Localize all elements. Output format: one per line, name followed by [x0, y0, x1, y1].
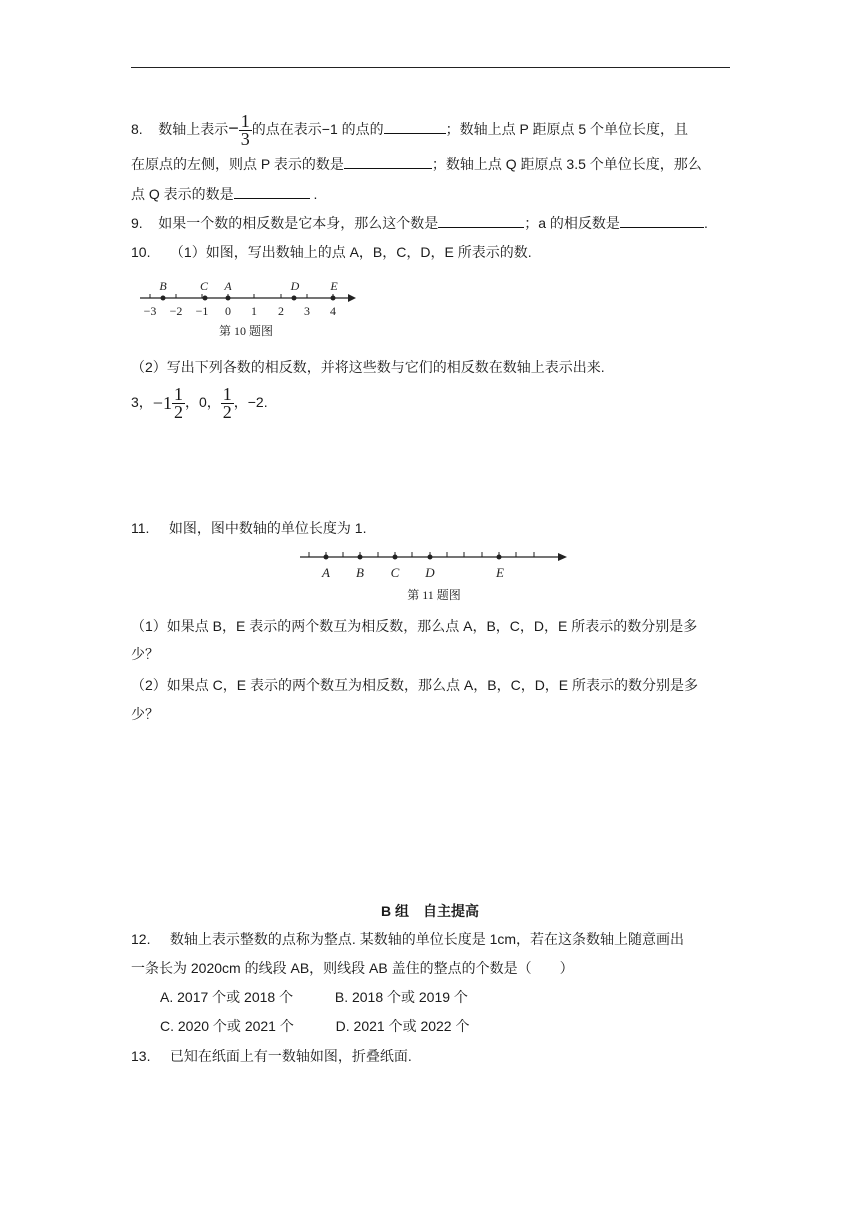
q11-text1: 如图，图中数轴的单位长度为 1.	[168, 520, 367, 536]
q11-part1-text: （1）如果点 B，E 表示的两个数互为相反数，那么点 A，B，C，D，E 所表示的数分别是多	[131, 618, 698, 634]
q10-point-dot	[292, 296, 297, 301]
q8-blank2[interactable]	[344, 154, 432, 169]
q13-text1: 已知在纸面上有一数轴如图，折叠纸面.	[169, 1048, 412, 1064]
q12-option-b[interactable]: B. 2018 个或 2019 个	[334, 989, 468, 1005]
q11-part2-text: （2）如果点 C，E 表示的两个数互为相反数，那么点 A，B，C，D，E 所表示的数分别是多	[131, 677, 699, 693]
q8-fraction-num: 1	[240, 111, 250, 131]
q9-text2: ；a 的相反数是	[524, 215, 620, 231]
q12-line2	[131, 958, 574, 978]
q10-list-item: 3，	[131, 394, 153, 410]
q11-point-dot	[497, 555, 502, 560]
q10-number-line-figure	[136, 278, 366, 344]
q13-line1	[131, 1046, 412, 1066]
header-rule	[131, 67, 730, 68]
q11-line1	[131, 518, 366, 538]
q10-tick-label: 1	[251, 304, 257, 318]
q8-text4: 在原点的左侧，则点 P 表示的数是	[131, 156, 344, 172]
q10-point-label: C	[199, 279, 209, 293]
q10-list-fraction-num: 1	[222, 383, 232, 404]
q10-tick-label: 4	[330, 304, 336, 318]
q11-number-line-figure	[296, 545, 571, 607]
q9-text1: 如果一个数的相反数是它本身，那么这个数是	[158, 215, 439, 231]
q10-line1	[131, 242, 532, 262]
q12-option-c[interactable]: C. 2020 个或 2021 个	[160, 1018, 294, 1034]
q9-number: 9.	[131, 215, 143, 231]
section-b-heading: B 组 自主提高	[381, 903, 479, 919]
q8-fraction	[239, 113, 252, 148]
q9-blank2[interactable]	[620, 213, 704, 228]
q10-number-list	[131, 384, 268, 421]
q10-tick-label: 3	[304, 304, 310, 318]
q10-tick-label: 2	[278, 304, 284, 318]
q11-point-label: A	[322, 565, 330, 580]
q11-part1-line1	[131, 616, 697, 636]
q8-text2: 的点在表示−1 的点的	[251, 121, 384, 138]
q8-line3	[131, 184, 317, 204]
q11-part2-line1	[131, 675, 698, 695]
q10-part2: （2）写出下列各数的相反数，并将这些数与它们的相反数在数轴上表示出来.	[131, 359, 605, 375]
q10-list-mixed-fraction	[172, 383, 185, 422]
q10-list-mixed-num: 1	[173, 383, 183, 404]
q8-text5: ；数轴上点 Q 距原点 3.5 个单位长度，那么	[431, 156, 702, 172]
q12-number: 12.	[131, 931, 151, 947]
q12-option-d[interactable]: D. 2021 个或 2022 个	[335, 1018, 470, 1034]
q12-option-a[interactable]: A. 2017 个或 2018 个	[160, 989, 294, 1005]
q8-number: 8.	[131, 121, 143, 138]
q10-point-dot	[161, 296, 166, 301]
q11-point-dot	[324, 555, 329, 560]
q9-text3: .	[703, 215, 708, 231]
q10-part1: （1）如图，写出数轴上的点 A，B，C，D，E 所表示的数.	[169, 244, 532, 260]
q8-line1	[131, 113, 688, 148]
q8-text3: ；数轴上点 P 距原点 5 个单位长度，且	[445, 121, 689, 138]
q10-number: 10.	[131, 244, 151, 260]
q11-point-dot	[393, 555, 398, 560]
q10-line2	[131, 357, 605, 377]
q10-point-dot	[226, 296, 231, 301]
q10-list-item: ，0，	[184, 394, 221, 410]
q8-blank3[interactable]	[234, 184, 310, 199]
q10-point-label: A	[224, 279, 232, 293]
q10-axis-arrow	[348, 294, 356, 302]
q10-list-item: ，−2.	[233, 394, 268, 410]
q10-list-mixed-den: 2	[173, 401, 183, 422]
q10-list-fraction-den: 2	[222, 401, 232, 422]
q10-tick-label: 0	[225, 304, 231, 318]
q10-tick-label: −1	[195, 304, 209, 318]
q9-line	[131, 213, 708, 233]
q13-number: 13.	[131, 1048, 151, 1064]
q8-blank1[interactable]	[384, 119, 446, 134]
q12-text2: 一条长为 2020cm 的线段 AB，则线段 AB 盖住的整点的个数是（ ）	[131, 960, 574, 976]
q11-point-dot	[428, 555, 433, 560]
q12-text1: 数轴上表示整数的点称为整点. 某数轴的单位长度是 1cm，若在这条数轴上随意画出	[169, 931, 685, 947]
q12-options-row2	[160, 1016, 470, 1036]
q12-line1	[131, 929, 684, 949]
q8-fraction-den: 3	[240, 129, 250, 149]
q11-point-label: C	[390, 565, 400, 580]
q11-point-label: B	[356, 565, 364, 580]
q10-tick-label: −3	[143, 304, 157, 318]
q11-part1-text-cont: 少？	[131, 646, 159, 662]
q11-figure-caption: 第 11 题图	[407, 588, 461, 602]
q11-number: 11.	[131, 520, 150, 536]
q11-axis-arrow	[558, 553, 567, 561]
q10-point-label: E	[330, 279, 338, 293]
q10-list-fraction	[221, 383, 234, 422]
q12-options-row1	[160, 987, 468, 1007]
q10-point-label: B	[159, 279, 167, 293]
q9-blank1[interactable]	[438, 213, 524, 228]
q10-point-label: D	[290, 279, 300, 293]
q11-point-label: D	[425, 565, 435, 580]
q10-point-dot	[203, 296, 208, 301]
q11-part2-line2	[131, 704, 159, 724]
q10-list-mixed-sign: −1	[152, 393, 172, 414]
q10-tick-label: −2	[169, 304, 183, 318]
q11-part2-text-cont: 少？	[131, 706, 159, 722]
q8-text1: 数轴上表示	[158, 121, 229, 138]
q11-point-label: E	[496, 565, 504, 580]
q10-ticks	[150, 294, 333, 298]
q10-figure-caption: 第 10 题图	[218, 324, 274, 338]
q11-point-dot	[358, 555, 363, 560]
q8-line2	[131, 154, 702, 174]
q10-point-dot	[331, 296, 336, 301]
q8-text6: 点 Q 表示的数是	[131, 186, 234, 202]
q8-neg-sign: −	[228, 118, 239, 139]
q8-text7: .	[309, 186, 318, 202]
q11-part1-line2	[131, 644, 159, 664]
